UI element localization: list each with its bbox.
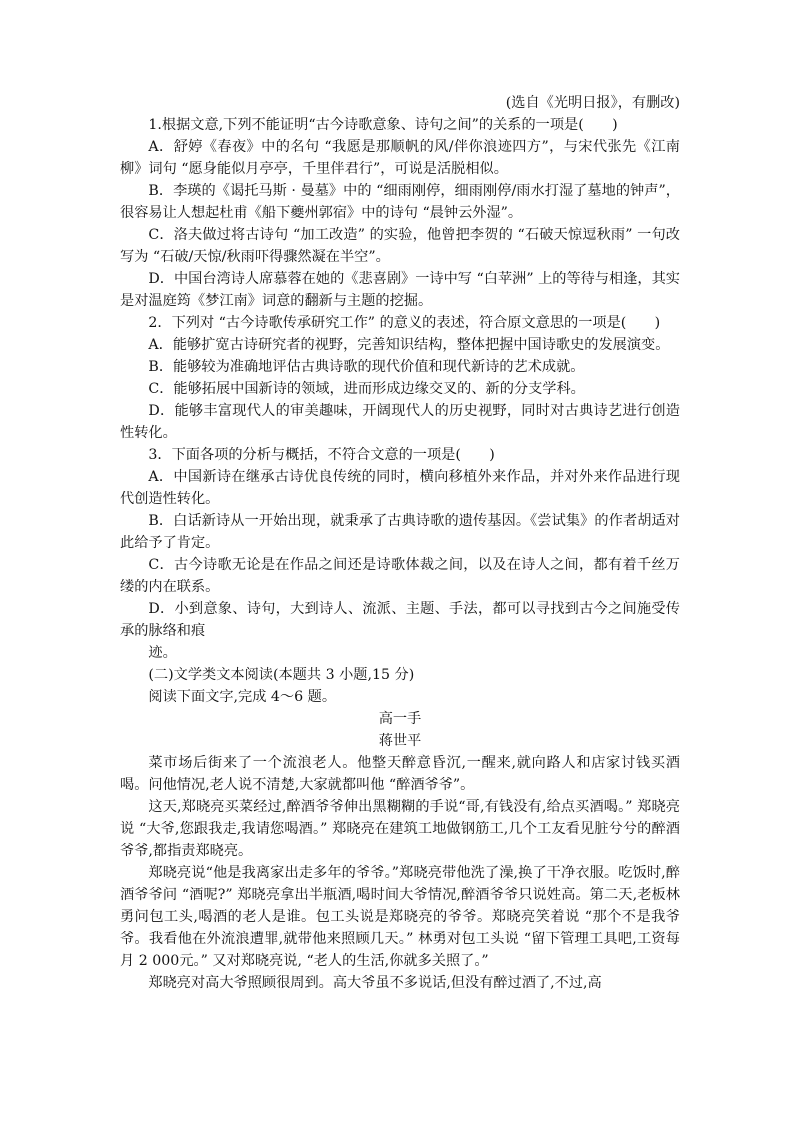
article-source: (选自《光明日报》，有删改) bbox=[505, 95, 680, 111]
question-1-option-c: C．洛夫做过将古诗句 “加工改造” 的实验，他曾把李贺的 “石破天惊逗秋雨” 一句改写为 “石破/天惊/秋雨吓得骤然凝在半空”。 bbox=[120, 227, 680, 265]
question-3-option-c: C．古今诗歌无论是在作品之间还是诗歌体裁之间，以及在诗人之间，都有着千丝万缕的内在联系。 bbox=[120, 557, 680, 595]
question-1-option-d: D．中国台湾诗人席慕蓉在她的《悲喜剧》一诗中写 “白苹洲” 上的等待与相逢，其实是对温庭筠《梦江南》词意的翻新与主题的挖掘。 bbox=[120, 271, 680, 309]
question-1-option-a: A．舒婷《春夜》中的名句 “我愿是那顺帆的风/伴你浪迹四方”，与宋代张先《江南柳》词句 “愿身能似月亭亭，千里伴君行”，可说是活脱相似。 bbox=[120, 139, 680, 177]
question-2-option-a: A．能够扩宽古诗研究者的视野，完善知识结构，整体把握中国诗歌史的发展演变。 bbox=[148, 337, 670, 353]
story-paragraph: 菜市场后街来了一个流浪老人。他整天醉意昏沉,一醒来,就向路人和店家讨钱买酒喝。问他情况,老人说不清楚,大家就都叫他 “醉酒爷爷”。 bbox=[120, 755, 680, 793]
question-3-option-b: B．白话新诗从一开始出现，就秉承了古典诗歌的遗传基因。《尝试集》的作者胡适对此给予了肯定。 bbox=[120, 513, 680, 551]
question-2-stem: 2．下列对 “古今诗歌传承研究工作” 的意义的表述，符合原文意思的一项是( ) bbox=[148, 315, 661, 331]
story-paragraph: 郑晓亮对高大爷照顾很周到。高大爷虽不多说话,但没有醉过酒了,不过,高 bbox=[148, 975, 602, 991]
question-2-option-c: C．能够拓展中国新诗的领域，进而形成边缘交叉的、新的分支学科。 bbox=[148, 381, 585, 397]
question-1-option-b: B．李瑛的《谒托马斯 · 曼墓》中的 “细雨刚停，细雨刚停/雨水打湿了墓地的钟声”，很容易让人想起杜甫《船下夔州郭宿》中的诗句 “晨钟云外湿”。 bbox=[120, 183, 680, 221]
story-author: 蒋世平 bbox=[378, 733, 422, 749]
question-3-stem: 3．下面各项的分析与概括，不符合文意的一项是( ) bbox=[148, 447, 495, 463]
question-3-option-a: A．中国新诗在继承古诗优良传统的同时，横向移植外来作品，并对外来作品进行现代创造性转化。 bbox=[120, 469, 680, 507]
document-page bbox=[120, 92, 680, 994]
question-1-stem: 1.根据文意,下列不能证明“古今诗歌意象、诗句之间”的关系的一项是( ) bbox=[148, 117, 618, 133]
story-paragraph: 这天,郑晓亮买菜经过,醉酒爷爷伸出黑糊糊的手说“哥,有钱没有,给点买酒喝。” 郑晓亮说 “大爷,您跟我走,我请您喝酒。” 郑晓亮在建筑工地做钢筋工,几个工友看见脏兮兮的醉酒爷爷,都指责郑晓亮。 bbox=[120, 799, 680, 859]
section-heading: (二)文学类文本阅读(本题共 3 小题,15 分) bbox=[148, 667, 415, 683]
section-instruction: 阅读下面文字,完成 4～6 题。 bbox=[148, 689, 337, 705]
story-paragraph: 郑晓亮说“他是我离家出走多年的爷爷。”郑晓亮带他洗了澡,换了干净衣服。吃饭时,醉酒爷爷问 “酒呢?” 郑晓亮拿出半瓶酒,喝时间大爷情况,醉酒爷爷只说姓高。第二天,老板林勇问包工头,喝酒的老人是谁。包工头说是郑晓亮的爷爷。郑晓亮笑着说 “那个不是我爷爷。我看他在外流浪遭罪,就带他来照顾几天。” 林勇对包工头说 “留下管理工具吧,工资每月 2 000元。” 又对郑晓亮说, “老人的生活,你就多关照了。” bbox=[120, 865, 680, 969]
question-3-option-d: D．小到意象、诗句，大到诗人、流派、主题、手法，都可以寻找到古今之间施受传承的脉络和痕 bbox=[120, 601, 680, 639]
story-title: 高一手 bbox=[378, 711, 422, 727]
question-3-option-d-continued: 迹。 bbox=[148, 645, 177, 661]
question-2-option-d: D．能够丰富现代人的审美趣味，开阔现代人的历史视野，同时对古典诗艺进行创造性转化。 bbox=[120, 403, 680, 441]
question-2-option-b: B．能够较为准确地评估古典诗歌的现代价值和现代新诗的艺术成就。 bbox=[148, 359, 585, 375]
